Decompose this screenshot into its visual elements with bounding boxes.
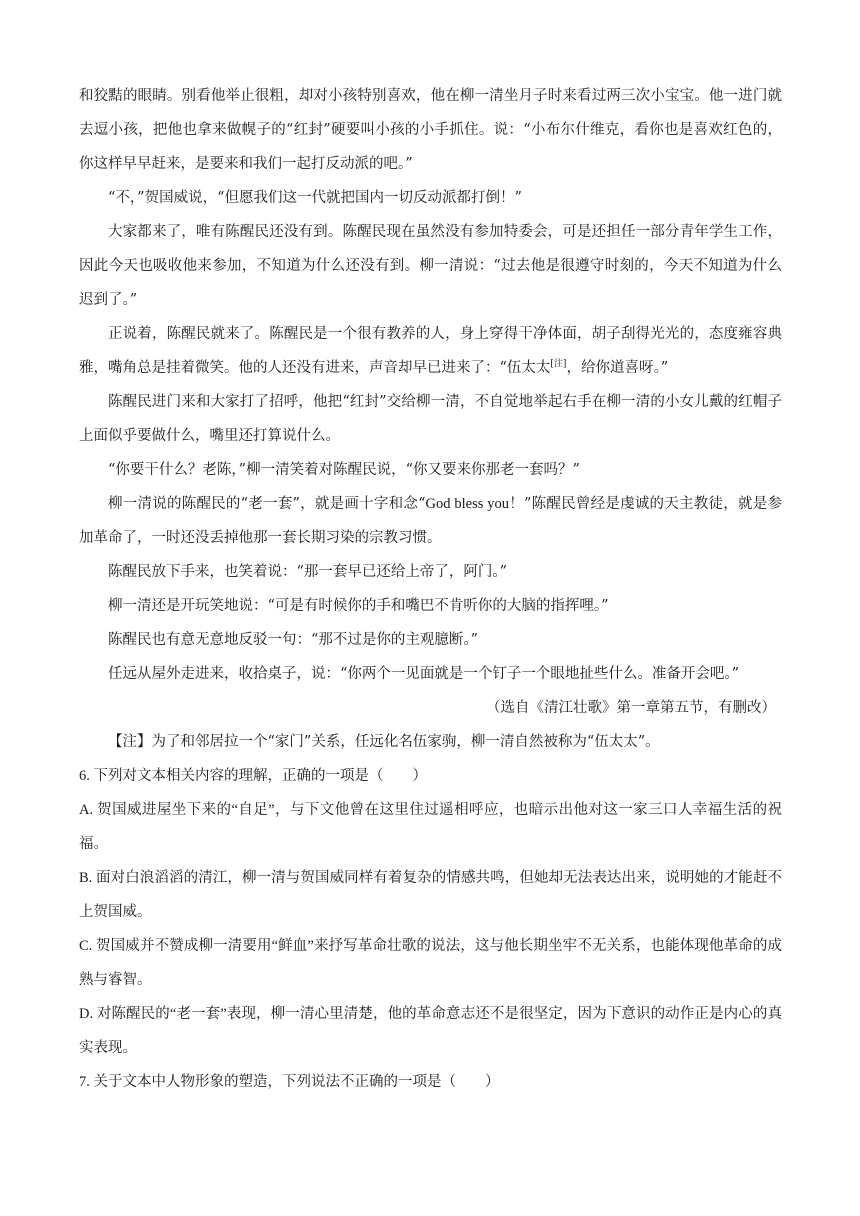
question-6-option-d: D. 对陈醒民的“老一套”表现，柳一清心里清楚，他的革命意志还不是很坚定，因为下意识的动作正是内心的真实表现。	[79, 1006, 782, 1056]
paragraph-4-text-a: 正说着，陈醒民就来了。陈醒民是一个很有教养的人，身上穿得干净体面，胡子刮得光光的，态度雍容典雅，嘴角总是挂着微笑。他的人还没有进来，声音却早已进来了：“伍太太	[79, 326, 782, 376]
paragraph-7-english: God bless you！	[425, 496, 524, 512]
passage-paragraph-8: 陈醒民放下手来，也笑着说：“那一套早已还给上帝了，阿门。”	[108, 564, 508, 580]
paragraph-4-text-b: ，给你道喜呀。”	[566, 360, 669, 376]
passage-paragraph-9: 柳一清还是开玩笑地说：“可是有时候你的手和嘴巴不肯听你的大脑的指挥哩。”	[108, 598, 609, 614]
question-6-option-b: B. 面对白浪滔滔的清江，柳一清与贺国威同样有着复杂的情感共鸣，但她却无法表达出来，说明她的才能赶不上贺国威。	[79, 870, 782, 920]
footnote-marker: [注]	[550, 359, 567, 369]
passage-paragraph-5: 陈醒民进门来和大家打了招呼，他把“红封”交给柳一清，不自觉地举起右手在柳一清的小女儿戴的红帽子上面似乎要做什么，嘴里还打算说什么。	[79, 394, 782, 444]
passage-source: （选自《清江壮歌》第一章第五节，有删改）	[486, 700, 776, 716]
passage-paragraph-2: “不，”贺国威说，“但愿我们这一代就把国内一切反动派都打倒！”	[108, 190, 522, 206]
passage-annotation: 【注】为了和邻居拉一个“家门”关系，任远化名伍家驹，柳一清自然被称为“伍太太”。	[108, 734, 660, 750]
passage-paragraph-4	[79, 317, 782, 385]
passage-paragraph-10: 陈醒民也有意无意地反驳一句：“那不过是你的主观臆断。”	[108, 632, 479, 648]
question-6-option-c: C. 贺国威并不赞成柳一清要用“鲜血”来抒写革命壮歌的说法，这与他长期坐牢不无关系，也能体现他革命的成熟与睿智。	[79, 938, 782, 988]
paragraph-7-text-a: 柳一清说的陈醒民的“老一套”，就是画十字和念“	[108, 496, 426, 512]
passage-paragraph-11: 任远从屋外走进来，收拾桌子，说：“你两个一见面就是一个钉子一个眼地扯些什么。准备开会吧。”	[108, 666, 740, 682]
passage-paragraph-6: “你要干什么？老陈，”柳一清笑着对陈醒民说，“你又要来你那老一套吗？”	[108, 462, 580, 478]
passage-paragraph-7	[79, 487, 782, 555]
question-6-stem: 6. 下列对文本相关内容的理解，正确的一项是（ ）	[79, 768, 427, 784]
question-6-option-a: A. 贺国威进屋坐下来的“自足”，与下文他曾在这里住过遥相呼应，也暗示出他对这一家三口人幸福生活的祝福。	[79, 802, 782, 852]
passage-paragraph-3: 大家都来了，唯有陈醒民还没有到。陈醒民现在虽然没有参加特委会，可是还担任一部分青年学生工作，因此今天也吸收他来参加，不知道为什么还没有到。柳一清说：“过去他是很遵守时刻的，今天不知道为什么迟到了。”	[79, 224, 782, 308]
passage-paragraph-1: 和狡黠的眼睛。别看他举止很粗，却对小孩特别喜欢，他在柳一清坐月子时来看过两三次小宝宝。他一进门就去逗小孩，把他也拿来做幌子的“红封”硬要叫小孩的小手抓住。说：“小布尔什维克，看你也是喜欢红色的，你这样早早赶来，是要来和我们一起打反动派的吧。”	[79, 88, 782, 172]
paragraph-7-text-b: ”陈醒民曾经是虔诚的天主教徒，就是参加革命了，一时还没丢掉他那一套长期习染的宗教习惯。	[79, 496, 782, 546]
question-7-stem: 7. 关于文本中人物形象的塑造，下列说法不正确的一项是（ ）	[79, 1074, 500, 1090]
